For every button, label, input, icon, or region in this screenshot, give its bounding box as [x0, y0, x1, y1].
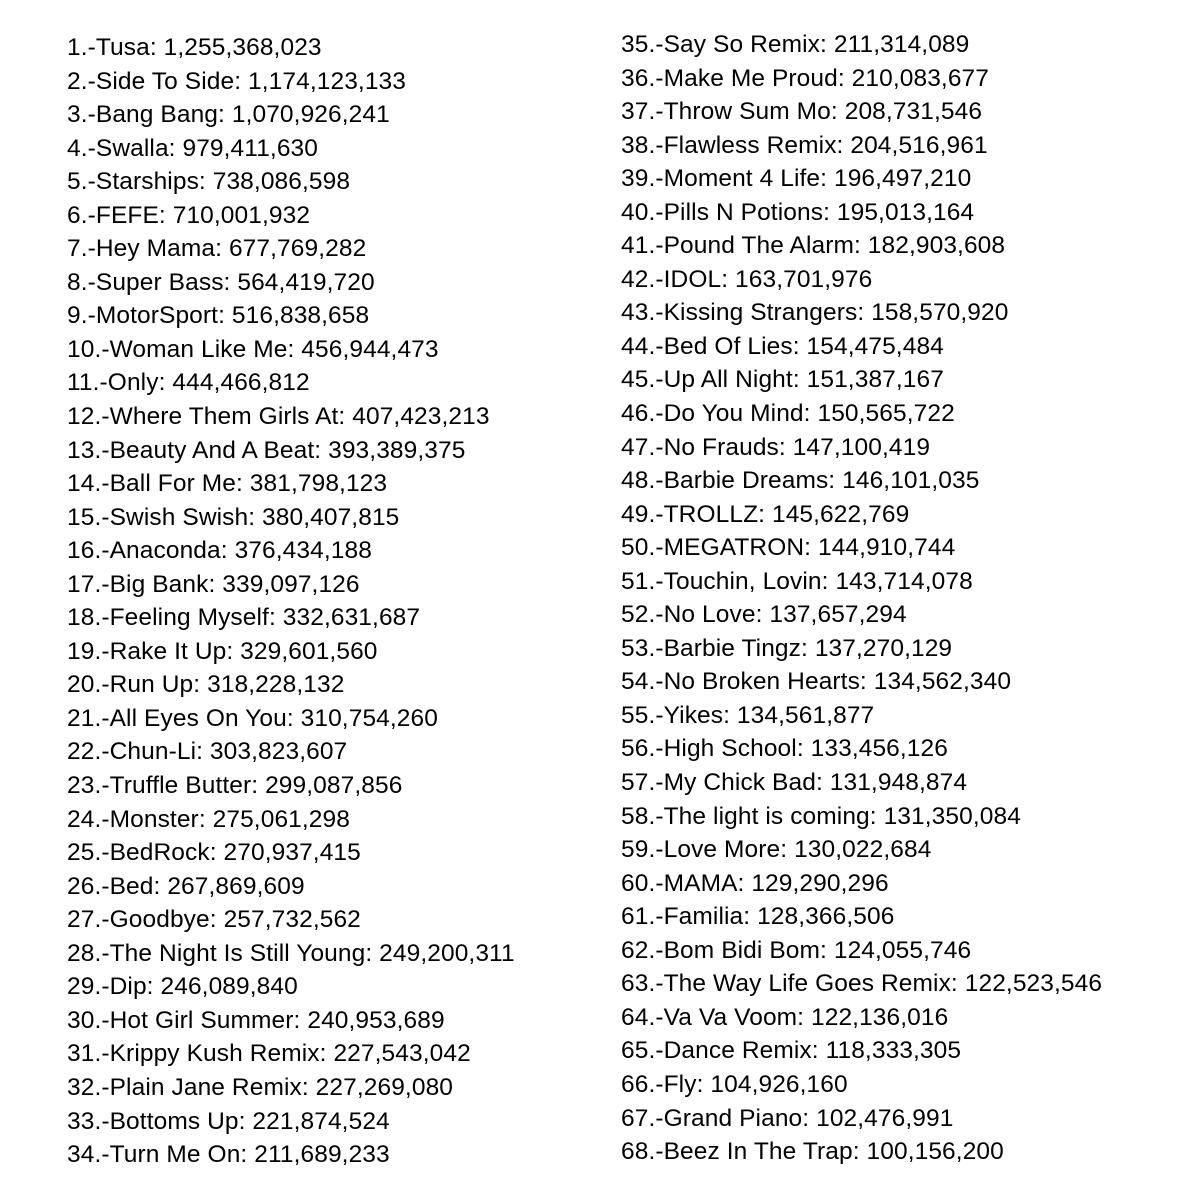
song-entry: 47.-No Frauds: 147,100,419: [621, 433, 931, 461]
song-entry: 41.-Pound The Alarm: 182,903,608: [621, 232, 1006, 260]
song-entry: 28.-The Night Is Still Young: 249,200,311: [67, 939, 515, 967]
song-entry: 33.-Bottoms Up: 221,874,524: [67, 1107, 390, 1135]
song-entry: 45.-Up All Night: 151,387,167: [621, 366, 944, 394]
song-entry: 58.-The light is coming: 131,350,084: [621, 802, 1021, 830]
song-entry: 37.-Throw Sum Mo: 208,731,546: [621, 98, 983, 126]
song-entry: 2.-Side To Side: 1,174,123,133: [67, 67, 407, 95]
song-entry: 39.-Moment 4 Life: 196,497,210: [621, 165, 972, 193]
song-entry: 23.-Truffle Butter: 299,087,856: [67, 772, 403, 800]
song-entry: 7.-Hey Mama: 677,769,282: [67, 235, 367, 263]
song-entry: 14.-Ball For Me: 381,798,123: [67, 470, 388, 498]
song-list-right-column: [621, 28, 1181, 1169]
song-entry: 30.-Hot Girl Summer: 240,953,689: [67, 1006, 445, 1034]
song-entry: 38.-Flawless Remix: 204,516,961: [621, 131, 988, 159]
song-entry: 65.-Dance Remix: 118,333,305: [621, 1037, 962, 1065]
song-entry: 3.-Bang Bang: 1,070,926,241: [67, 101, 390, 129]
song-entry: 12.-Where Them Girls At: 407,423,213: [67, 403, 490, 431]
song-entry: 20.-Run Up: 318,228,132: [67, 671, 345, 699]
song-entry: 32.-Plain Jane Remix: 227,269,080: [67, 1073, 454, 1101]
song-entry: 27.-Goodbye: 257,732,562: [67, 906, 361, 934]
song-entry: 29.-Dip: 246,089,840: [67, 973, 298, 1001]
song-list-left-column: [67, 31, 607, 1172]
song-entry: 57.-My Chick Bad: 131,948,874: [621, 769, 968, 797]
song-entry: 16.-Anaconda: 376,434,188: [67, 537, 372, 565]
song-entry: 17.-Big Bank: 339,097,126: [67, 570, 360, 598]
song-entry: 52.-No Love: 137,657,294: [621, 601, 907, 629]
song-entry: 10.-Woman Like Me: 456,944,473: [67, 335, 439, 363]
song-entry: 18.-Feeling Myself: 332,631,687: [67, 604, 421, 632]
song-entry: 61.-Familia: 128,366,506: [621, 903, 895, 931]
song-entry: 63.-The Way Life Goes Remix: 122,523,546: [621, 970, 1103, 998]
song-entry: 13.-Beauty And A Beat: 393,389,375: [67, 436, 466, 464]
song-entry: 25.-BedRock: 270,937,415: [67, 839, 361, 867]
song-entry: 59.-Love More: 130,022,684: [621, 836, 932, 864]
song-entry: 68.-Beez In The Trap: 100,156,200: [621, 1138, 1004, 1166]
song-entry: 21.-All Eyes On You: 310,754,260: [67, 704, 438, 732]
song-entry: 46.-Do You Mind: 150,565,722: [621, 400, 955, 428]
song-entry: 62.-Bom Bidi Bom: 124,055,746: [621, 936, 972, 964]
song-entry: 50.-MEGATRON: 144,910,744: [621, 534, 956, 562]
song-entry: 66.-Fly: 104,926,160: [621, 1070, 848, 1098]
song-entry: 43.-Kissing Strangers: 158,570,920: [621, 299, 1009, 327]
song-entry: 22.-Chun-Li: 303,823,607: [67, 738, 348, 766]
song-entry: 24.-Monster: 275,061,298: [67, 805, 350, 833]
song-entry: 56.-High School: 133,456,126: [621, 735, 948, 763]
song-entry: 36.-Make Me Proud: 210,083,677: [621, 64, 990, 92]
song-entry: 53.-Barbie Tingz: 137,270,129: [621, 634, 953, 662]
song-entry: 4.-Swalla: 979,411,630: [67, 134, 319, 162]
song-entry: 54.-No Broken Hearts: 134,562,340: [621, 668, 1012, 696]
song-entry: 64.-Va Va Voom: 122,136,016: [621, 1003, 949, 1031]
song-entry: 26.-Bed: 267,869,609: [67, 872, 305, 900]
song-entry: 40.-Pills N Potions: 195,013,164: [621, 198, 975, 226]
song-entry: 44.-Bed Of Lies: 154,475,484: [621, 332, 944, 360]
song-entry: 67.-Grand Piano: 102,476,991: [621, 1104, 954, 1132]
song-entry: 35.-Say So Remix: 211,314,089: [621, 31, 970, 58]
song-entry: 49.-TROLLZ: 145,622,769: [621, 500, 910, 528]
song-entry: 60.-MAMA: 129,290,296: [621, 869, 889, 897]
song-entry: 9.-MotorSport: 516,838,658: [67, 302, 370, 330]
song-entry: 15.-Swish Swish: 380,407,815: [67, 503, 400, 531]
song-entry: 31.-Krippy Kush Remix: 227,543,042: [67, 1040, 471, 1068]
song-entry: 6.-FEFE: 710,001,932: [67, 201, 311, 229]
song-entry: 51.-Touchin, Lovin: 143,714,078: [621, 567, 973, 595]
song-entry: 34.-Turn Me On: 211,689,233: [67, 1141, 390, 1169]
song-entry: 5.-Starships: 738,086,598: [67, 168, 351, 196]
song-entry: 42.-IDOL: 163,701,976: [621, 265, 873, 293]
song-entry: 1.-Tusa: 1,255,368,023: [67, 34, 322, 61]
song-entry: 48.-Barbie Dreams: 146,101,035: [621, 467, 980, 495]
song-entry: 19.-Rake It Up: 329,601,560: [67, 637, 378, 665]
song-entry: 11.-Only: 444,466,812: [67, 369, 310, 397]
song-entry: 55.-Yikes: 134,561,877: [621, 701, 875, 729]
song-entry: 8.-Super Bass: 564,419,720: [67, 268, 375, 296]
